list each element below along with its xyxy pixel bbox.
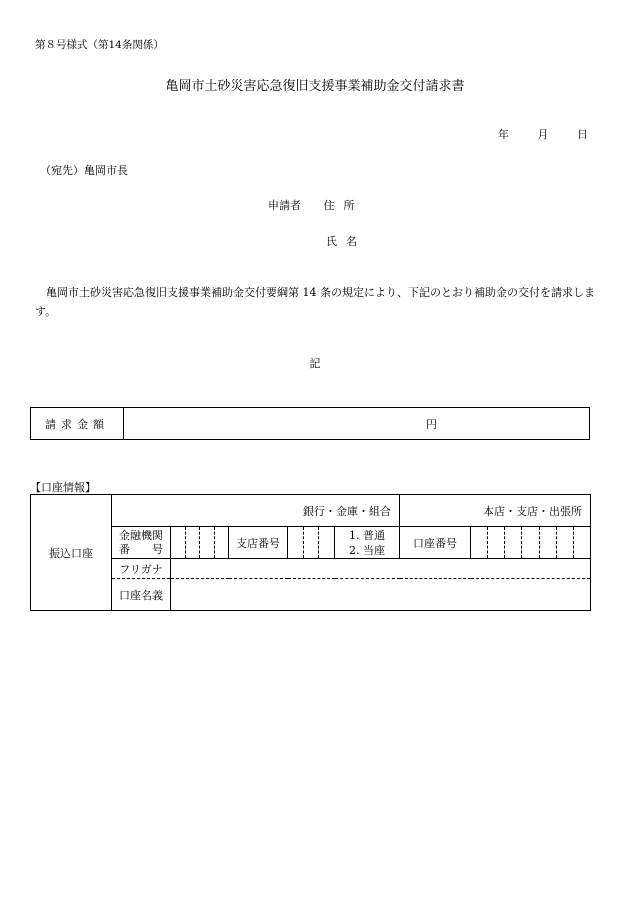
bank-code-label-line1: 金融機関	[119, 528, 163, 542]
account-number-digits[interactable]	[471, 527, 591, 559]
furigana-field[interactable]	[171, 559, 591, 579]
account-table	[30, 494, 591, 611]
amount-field[interactable]	[124, 408, 590, 440]
bank-name-field[interactable]: 銀行・金庫・組合	[112, 495, 400, 527]
page-title: 亀岡市土砂災害応急復旧支援事業補助金交付請求書	[165, 79, 465, 94]
amount-label: 請求金額	[31, 408, 124, 440]
account-type-options[interactable]	[335, 527, 400, 559]
bank-code-digits[interactable]	[171, 527, 229, 559]
branch-name-field[interactable]: 本店・支店・出張所	[400, 495, 591, 527]
month-label: 月	[537, 128, 549, 141]
yen-unit: 円	[426, 417, 437, 431]
form-number: 第８号様式（第14条関係）	[35, 39, 164, 51]
name-label: 氏名	[326, 235, 366, 248]
type-option-ordinary[interactable]: 1. 普通	[349, 528, 385, 542]
addressee: （宛先）亀岡市長	[40, 164, 128, 177]
account-number-label: 口座番号	[400, 527, 471, 559]
branch-code-label: 支店番号	[229, 527, 288, 559]
branch-code-digits[interactable]	[288, 527, 335, 559]
year-label: 年	[498, 128, 509, 141]
transfer-label: 振込口座	[31, 495, 112, 611]
applicant-address-row	[268, 197, 364, 213]
day-label: 日	[577, 128, 588, 141]
applicant-role: 申請者	[268, 199, 301, 212]
date-row	[498, 126, 588, 142]
bank-code-label	[112, 527, 171, 559]
holder-label: 口座名義	[112, 579, 171, 611]
type-option-current[interactable]: 2. 当座	[349, 543, 385, 557]
ki-heading: 記	[309, 357, 321, 370]
amount-table	[30, 407, 590, 440]
bank-code-label-line2: 番 号	[119, 542, 163, 556]
holder-field[interactable]	[171, 579, 591, 611]
address-label: 住所	[323, 199, 364, 212]
account-section-title: 【口座情報】	[30, 481, 96, 494]
furigana-label: フリガナ	[112, 559, 171, 579]
body-text: 亀岡市土砂災害応急復旧支援事業補助金交付要綱第 14 条の規定により、下記のとおり補助金の交付を請求します。	[35, 286, 595, 318]
